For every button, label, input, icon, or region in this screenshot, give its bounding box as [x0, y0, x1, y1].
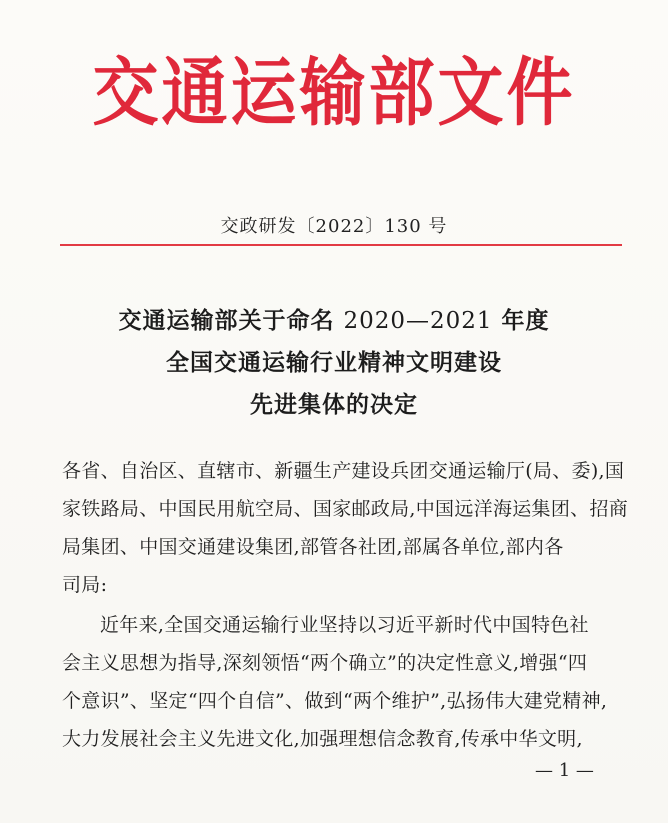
body-line: 会主义思想为指导,深刻领悟“两个确立”的决定性意义,增强“四	[62, 652, 588, 674]
document-number: 交政研发〔2022〕130 号	[220, 216, 448, 237]
body-line: 大力发展社会主义先进文化,加强理想信念教育,传承中华文明,	[62, 728, 583, 750]
body-line: 家铁路局、中国民用航空局、国家邮政局,中国远洋海运集团、招商	[62, 498, 629, 520]
title-line-1	[0, 302, 668, 335]
page-number: — 1 —	[535, 760, 594, 781]
body-line: 司局:	[62, 574, 108, 596]
title-line-2: 全国交通运输行业精神文明建设	[166, 350, 502, 376]
title-line-3: 先进集体的决定	[250, 392, 418, 418]
body-line: 各省、自治区、直辖市、新疆生产建设兵团交通运输厅(局、委),国	[62, 460, 625, 482]
body-line: 局集团、中国交通建设集团,部管各社团,部属各单位,部内各	[62, 536, 564, 558]
red-divider-line	[60, 244, 622, 246]
title-line-1-years: 2020—2021	[343, 308, 493, 334]
masthead-title: 交通运输部文件	[92, 48, 576, 137]
title-line-1-suffix: 年度	[501, 308, 550, 334]
body-line: 近年来,全国交通运输行业坚持以习近平新时代中国特色社	[100, 614, 589, 636]
title-line-1-prefix: 交通运输部关于命名	[118, 308, 335, 334]
body-line: 个意识”、坚定“四个自信”、做到“两个维护”,弘扬伟大建党精神,	[62, 690, 608, 712]
